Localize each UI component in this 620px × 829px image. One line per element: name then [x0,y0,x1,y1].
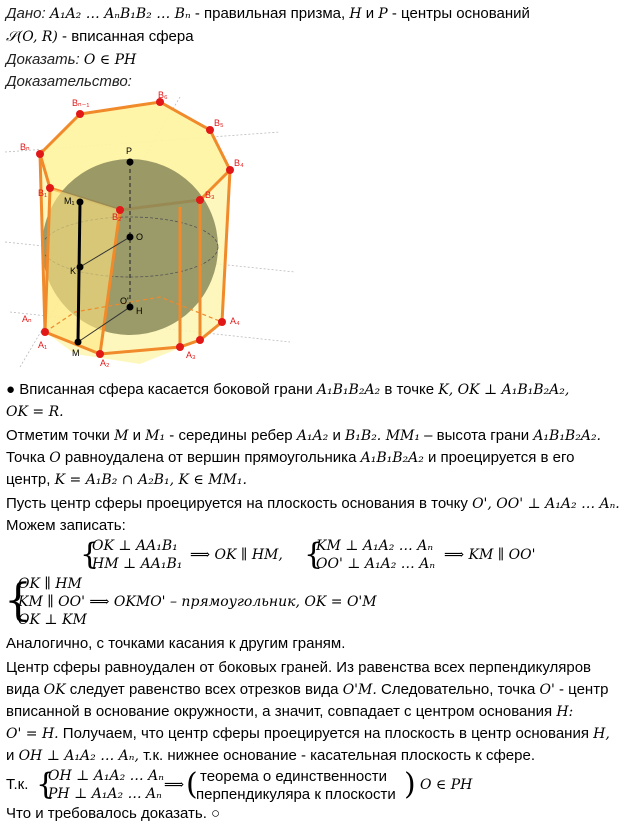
text: перпендикуляра к плоскости [196,786,396,803]
math: B₁B₂. MM₁ [345,428,420,444]
proof-line-4 [6,448,575,468]
math: KM ⊥ A₁A₂ … Aₙ [316,538,433,554]
math: A₁A₂ [296,428,329,444]
math: KM ∥ OO' ⟹ OKMO' – прямоугольник, OK = O'M [18,594,377,610]
text: вписанной в основание окружности, а значит, совпадает с центром основания [6,703,553,720]
math: A₁B₁B₂A₂ [360,450,424,466]
system-2 [304,536,574,576]
svg-text:Bₙ: Bₙ [20,142,30,152]
system-4 [6,766,506,806]
text: ● Вписанная сфера касается боковой грани [6,381,313,398]
proof-line-12 [6,724,610,744]
system-1 [80,536,310,576]
math: OK = R. [6,404,64,420]
svg-text:A₄: A₄ [230,316,240,326]
given-text2: - центры оснований [391,5,530,22]
text: Получаем, что центр сферы проецируется на плоскость в центр основания [62,725,589,742]
brace: { [36,767,56,802]
text: и проецируется в его [428,449,575,466]
math: M₁ [145,428,166,444]
given-prism: A₁A₂ … AₙB₁B₂ … Bₙ [49,6,191,22]
given-line [6,4,530,24]
text: и [332,427,341,444]
proof-line-1 [6,380,569,400]
svg-text:P: P [126,146,133,156]
proof-line-2 [6,402,64,422]
text: и [132,427,141,444]
text: в точке [384,381,435,398]
text: - центр [559,681,609,698]
sphere-line [6,27,194,47]
text: Аналогично, с точками касания к другим граням. [6,635,346,652]
text: т.к. нижнее основание - касательная плоскость к сфере. [143,747,535,764]
svg-text:B₅: B₅ [214,118,224,128]
svg-text:A₂: A₂ [100,358,110,368]
text: Т.к. [6,776,29,793]
given-h: H [349,6,362,22]
math: OH ⊥ A₁A₂ … Aₙ, [18,748,139,764]
text: центр, [6,471,51,488]
prove-line [6,50,136,70]
math: OK ⊥ AA₁B₁ [92,538,178,554]
svg-text:B₂: B₂ [112,212,122,222]
math: A₁B₁B₂A₂. [533,428,602,444]
proof-line-3 [6,426,601,446]
math: A₁B₁B₂A₂ [316,382,381,398]
math: K = A₁B₂ ∩ A₂B₁, K ∈ MM₁. [54,472,247,488]
given-text: - правильная призма, [194,5,346,22]
sphere-text: - вписанная сфера [62,28,194,45]
math: OK [43,682,66,698]
proof-line-7 [6,516,126,536]
prove-math: O ∈ PH [83,52,137,68]
math: O' = H. [6,726,59,742]
brace: { [4,575,32,626]
proof-line-15 [6,804,220,824]
proof-line-8 [6,634,345,654]
brace: { [80,537,100,572]
math: O' [539,682,555,698]
math: OK ∥ HM [18,576,82,592]
text: равноудалена от вершин прямоугольника [64,449,357,466]
segment-mm1 [78,202,80,342]
math: H: [556,704,574,720]
math: H, [593,726,610,742]
proof-line-6 [6,494,620,514]
text: вида [6,681,40,698]
math: ⟹ KM ∥ OO' [444,547,536,563]
text: Отметим точки [6,427,110,444]
proof-line-13 [6,746,535,766]
sphere-math: 𝒮(O, R) [6,29,58,45]
math: M [114,428,129,444]
text: и [6,747,15,764]
text: Центр сферы равноудален от боковых граней. Из равенства всех перпендикуляров [6,659,592,676]
proof-line [6,72,132,92]
math: ⟹ OK ∥ HM, [190,547,283,563]
brace: { [304,537,324,572]
text: теорема о единственности [200,768,388,785]
proof-line-10 [6,680,608,700]
text: Следовательно, точка [380,681,536,698]
svg-text:O: O [136,232,144,242]
text: Точка [6,449,46,466]
prism-sphere-figure [0,92,300,372]
paren-left: ( [186,767,198,802]
svg-text:A₃: A₃ [186,350,196,360]
svg-text:M: M [72,348,80,358]
math: OO' ⊥ A₁A₂ … Aₙ [316,556,435,572]
math: K, OK ⊥ A₁B₁B₂A₂, [438,382,570,398]
svg-text:A₁: A₁ [38,340,48,350]
svg-text:K: K [70,266,77,276]
text: следует равенство всех отрезков вида [69,681,339,698]
math: O ∈ PH [420,777,473,793]
math: PH ⊥ A₁A₂ … Aₙ [48,786,162,802]
math: HM ⊥ AA₁B₁ [92,556,183,572]
proof-line-5 [6,470,247,490]
proof-label: Доказательство: [6,73,132,90]
paren-right: ) [404,767,416,802]
svg-text:Aₙ: Aₙ [22,314,32,324]
svg-text:B₁: B₁ [38,188,48,198]
text: – высота грани [424,427,530,444]
proof-line-11 [6,702,573,722]
text: Пусть центр сферы проецируется на плоскость основания в точку [6,495,468,512]
given-and: и [365,5,375,22]
math: O'M. [342,682,377,698]
text: Можем записать: [6,517,126,534]
svg-text:B₆: B₆ [158,90,168,100]
svg-text:Bₙ₋₁: Bₙ₋₁ [72,98,90,108]
given-label: Дано: [6,5,46,22]
svg-text:B₃: B₃ [205,190,215,200]
math: O', OO' ⊥ A₁A₂ … Aₙ. [472,496,620,512]
svg-text:B₄: B₄ [234,158,244,168]
svg-text:M₁: M₁ [64,196,75,206]
text: - середины ребер [169,427,293,444]
prove-label: Доказать: [6,51,80,68]
given-p: P [378,6,388,22]
system-3 [4,574,424,630]
proof-line-9 [6,658,591,678]
svg-text:H: H [136,306,143,316]
math: ⟹ [164,777,185,793]
math: OK ⊥ KM [18,612,87,628]
math: O [49,450,61,466]
math: OH ⊥ A₁A₂ … Aₙ [48,768,164,784]
text: Что и требовалось доказать. ○ [6,805,221,822]
svg-text:O': O' [120,296,129,306]
